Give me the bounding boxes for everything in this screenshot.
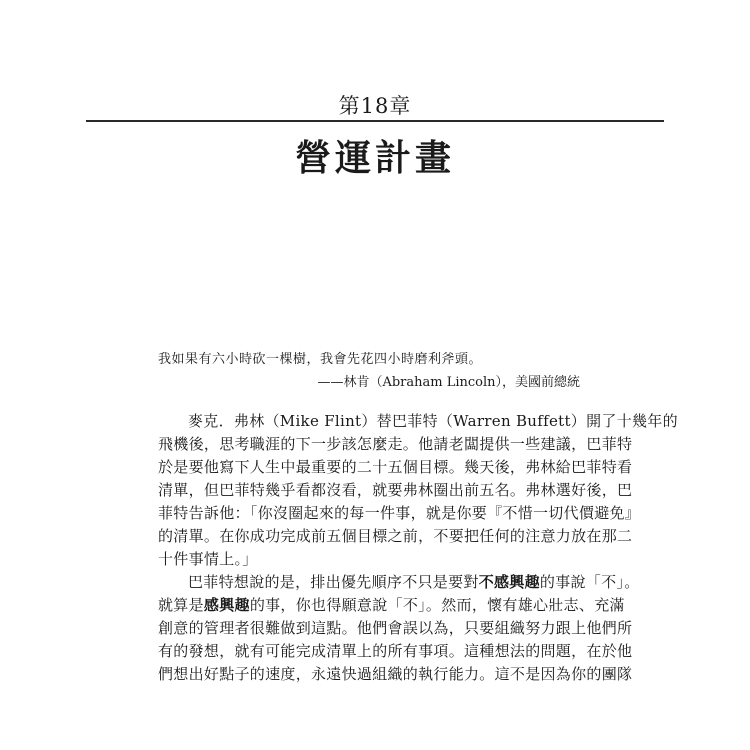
text-line: 清單，但巴菲特幾乎看都沒看，就要弗林圈出前五名。弗林選好後，巴	[158, 481, 633, 499]
text-run: 的事，你也得願意說「不」。然而，懷有雄心壯志、充滿	[249, 596, 625, 614]
emphasis-text: 感興趣	[203, 596, 250, 614]
paragraph-2	[158, 571, 640, 686]
chapter-title: 營運計畫	[294, 137, 455, 179]
text-line: 十件事情上。」	[158, 550, 258, 568]
text-line: 飛機後，思考職涯的下一步該怎麼走。他請老闆提供一些建議，巴菲特	[158, 435, 633, 453]
text-line: 於是要他寫下人生中最重要的二十五個目標。幾天後，弗林給巴菲特看	[158, 458, 633, 476]
epigraph-attribution: ——林肯（Abraham Lincoln），美國前總統	[317, 375, 580, 390]
paragraph-1	[158, 410, 678, 571]
text-line: 的清單。在你成功完成前五個目標之前，不要把任何的注意力放在那二	[158, 527, 633, 545]
text-line: 創意的管理者很難做到這點。他們會誤以為，只要組織努力跟上他們所	[158, 619, 633, 637]
chapter-divider	[86, 120, 664, 122]
text-line: 麥克．弗林（Mike Flint）替巴菲特（Warren Buffett）開了十幾年的	[188, 412, 678, 430]
body-text	[158, 410, 678, 686]
text-line: 有的發想，就有可能完成清單上的所有事項。這種想法的問題，在於他	[158, 642, 633, 660]
text-run: 就算是	[158, 596, 204, 614]
text-line	[158, 594, 625, 617]
chapter-number: 第18章	[338, 94, 412, 118]
emphasis-text: 不感興趣	[478, 573, 540, 591]
text-run: 巴菲特想說的是，排出優先順序不只是要對	[188, 573, 479, 591]
text-line: 們想出好點子的速度，永遠快過組織的執行能力。這不是因為你的團隊	[158, 665, 633, 683]
text-line	[158, 571, 640, 594]
text-run: 的事說「不」。	[539, 573, 640, 591]
epigraph-quote: 我如果有六小時砍一棵樹，我會先花四小時磨利斧頭。	[158, 352, 483, 367]
text-line: 菲特告訴他：「你沒圈起來的每一件事，就是你要『不惜一切代價避免』	[158, 504, 641, 522]
